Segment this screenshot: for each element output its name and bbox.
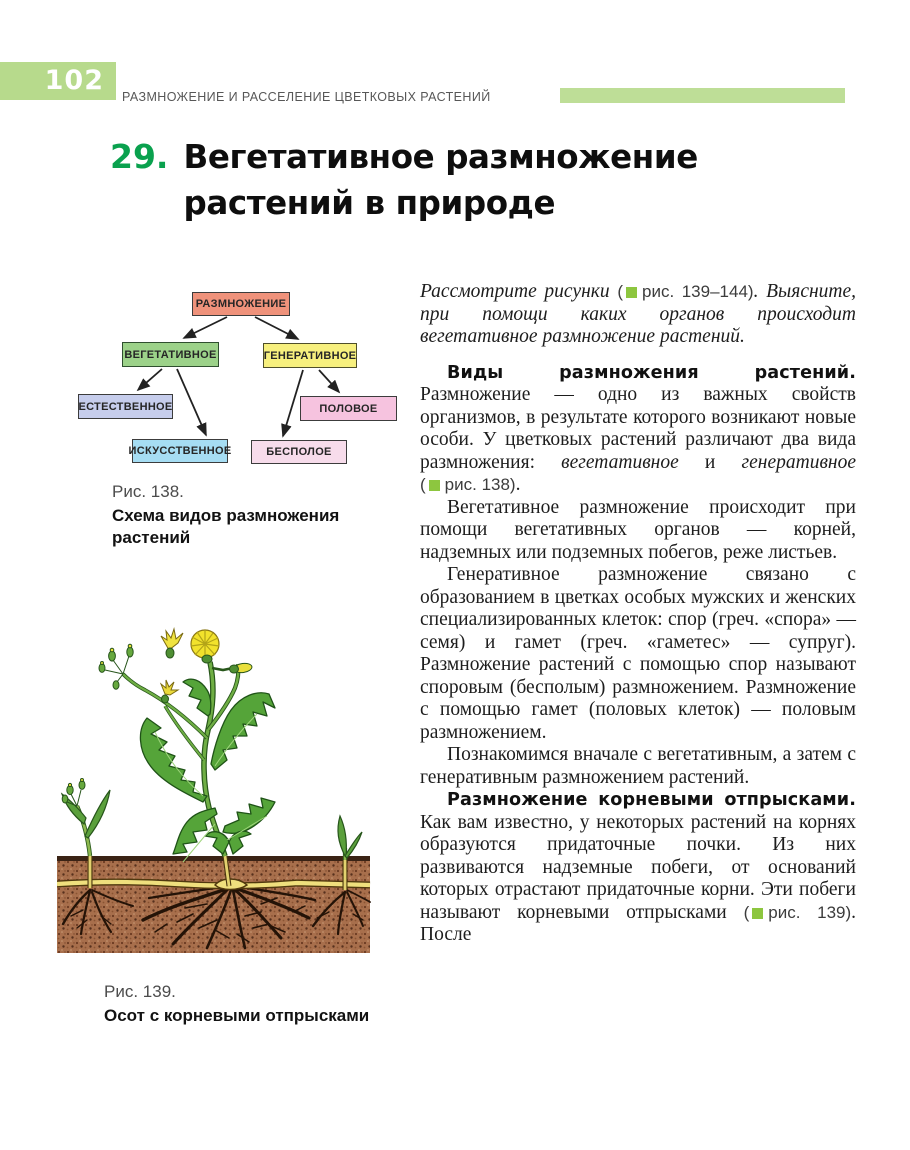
left-shoot xyxy=(62,779,110,857)
figure-139-caption: Осот с корневыми отпрысками xyxy=(104,1006,370,1025)
figure-ref-square-icon xyxy=(429,480,440,491)
diagram-node-reproduction xyxy=(192,292,290,316)
article-column xyxy=(420,281,856,947)
figure-ref-square-icon xyxy=(752,908,763,919)
section-title-block xyxy=(110,134,698,226)
section-title-line1: Вегетативное размножение xyxy=(183,138,698,176)
figure-139-label: Рис. 139. xyxy=(104,982,176,1001)
main-plant-leaves xyxy=(140,679,275,854)
text-run: Вегетативное размножение происходит при помощи вегетативных органов — корней, надземных или подземных побегов, реже листьев. xyxy=(420,496,856,563)
text-run: . Выясните, при помощи каких органов происходит вегетативное размножение растений. xyxy=(420,281,857,347)
plant-illustration xyxy=(57,598,377,968)
text-run: Генеративное размножение связано с образованием в цветках особых мужских и женских специализированных клеток: спор (греч. «спора» — семя) и гамет (греч. «гаметес» — супруг). Размножение растений с помощью спор называют споровым (бесполым) размножением. Размножение с помощью гамет (половых клеток) — половым размножением. xyxy=(420,564,856,743)
text-run: генеративное xyxy=(741,451,856,473)
figure-139-caption-block xyxy=(104,982,419,1027)
section-number: 29. xyxy=(110,137,169,176)
figure-reference: ( рис. 138) xyxy=(420,475,516,494)
diagram-node-label: ГЕНЕРАТИВНОЕ xyxy=(263,349,357,362)
figure-reference: ( рис. 139) xyxy=(743,902,852,922)
text-run: Как вам известно, у некоторых растений на корнях образуются придаточные почки. Из них развиваются надземные побеги, от оснований которых отрастают придаточные корни. Эти побеги называют корневыми отпрысками xyxy=(420,811,856,923)
diagram-node-asexual xyxy=(251,440,347,464)
page-number: 102 xyxy=(44,65,104,96)
paragraph xyxy=(420,281,856,349)
paragraph xyxy=(420,497,856,565)
figure-reference: ( рис. 139–144) xyxy=(617,282,754,301)
header-green-bar xyxy=(560,88,845,103)
text-run: Рассмотрите рисунки xyxy=(420,281,618,302)
paragraph-heading: Виды размножения растений. xyxy=(447,362,856,383)
diagram-node-label: РАЗМНОЖЕНИЕ xyxy=(195,298,287,310)
flowers xyxy=(99,629,253,703)
diagram-node-natural xyxy=(78,394,173,419)
text-run: и xyxy=(678,451,742,473)
diagram-node-generative xyxy=(263,343,357,368)
figure-ref-square-icon xyxy=(626,287,637,298)
text-run: вегетативное xyxy=(561,451,679,473)
right-shoot xyxy=(338,816,362,860)
reproduction-types-diagram xyxy=(57,285,402,471)
section-title-line2: растений в природе xyxy=(183,184,556,222)
paragraph xyxy=(420,744,856,789)
diagram-node-label: БЕСПОЛОЕ xyxy=(266,446,332,458)
text-run: . После xyxy=(420,901,857,945)
diagram-node-label: ПОЛОВОЕ xyxy=(319,402,378,415)
text-run: Размножение — одно из важных свойств организмов, в результате которого возникают новые особи. У цветковых растений различают два вида размножения: xyxy=(420,384,856,473)
paragraph xyxy=(420,789,856,947)
diagram-node-label: ЕСТЕСТВЕННОЕ xyxy=(78,400,173,413)
paragraph xyxy=(420,362,856,497)
diagram-node-artificial xyxy=(128,439,232,463)
text-run: . xyxy=(515,474,521,495)
diagram-node-sexual xyxy=(300,396,397,421)
text-run: Познакомимся вначале с вегетативным, а затем с генеративным размножением растений. xyxy=(420,744,856,788)
paragraph-heading: Размножение корневыми отпрысками. xyxy=(447,790,856,810)
diagram-node-label: ВЕГЕТАТИВНОЕ xyxy=(124,348,217,361)
figure-138-caption: Схема видов размножения растений xyxy=(112,506,340,547)
figure-138-caption-block xyxy=(112,482,384,548)
diagram-node-label: ИСКУССТВЕННОЕ xyxy=(128,445,232,457)
figure-138-label: Рис. 138. xyxy=(112,482,184,501)
diagram-node-vegetative xyxy=(122,342,219,367)
running-head: РАЗМНОЖЕНИЕ И РАССЕЛЕНИЕ ЦВЕТКОВЫХ РАСТЕНИЙ xyxy=(122,90,491,104)
page-number-box xyxy=(0,62,116,100)
section-title xyxy=(183,134,697,226)
leaf-veins xyxy=(155,714,267,862)
paragraph xyxy=(420,564,856,744)
